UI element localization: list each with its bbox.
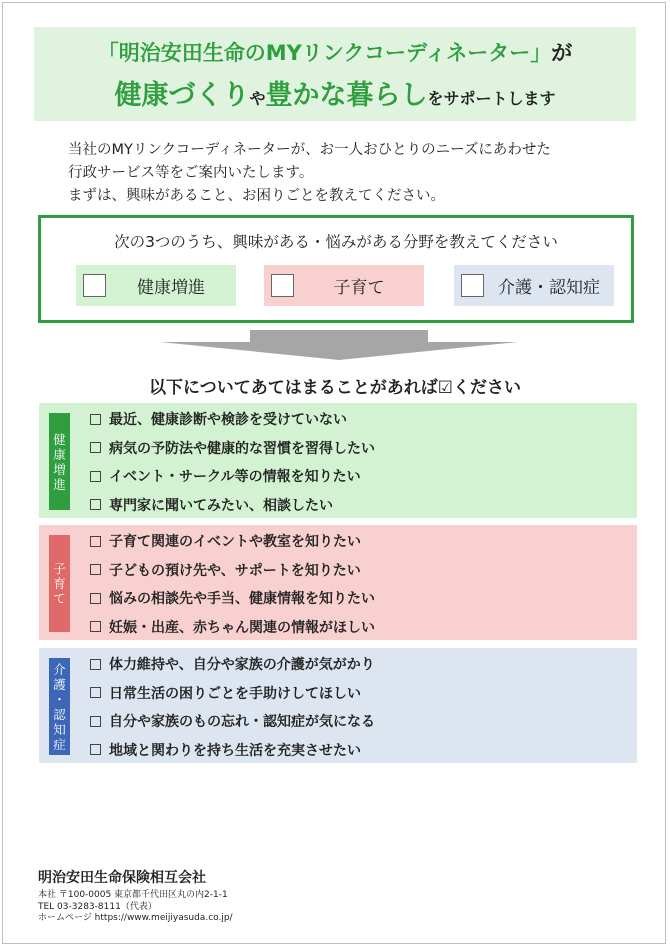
option-label: 子育て <box>333 278 385 298</box>
option-label: 介護・認知症 <box>498 278 600 298</box>
checkbox-icon[interactable] <box>90 536 101 547</box>
headline-health: 健康づくり <box>114 80 250 111</box>
intro-line: 当社のMYリンクコーディネーターが、お一人おひとりのニーズにあわせた <box>68 142 551 158</box>
company-address: 本社 〒100-0005 東京都千代田区丸の内2-1-1 <box>38 890 228 900</box>
option-checkbox[interactable] <box>83 274 106 297</box>
down-arrow-icon <box>160 330 518 360</box>
headline-suffix: が <box>551 41 573 65</box>
headline-line-2 <box>34 73 636 112</box>
footer <box>38 867 233 925</box>
checkbox-icon[interactable] <box>90 593 101 604</box>
checkbox-icon[interactable] <box>90 621 101 632</box>
headline-and: や <box>249 89 266 108</box>
section-childcare <box>39 525 637 640</box>
checkbox-icon[interactable] <box>90 471 101 482</box>
option-nursing-care[interactable] <box>454 265 614 306</box>
section-tag-nursing-care: 介 護 ・ 認 知 症 <box>49 658 70 755</box>
intro-line: まずは、興味があること、お困りごとを教えてください。 <box>68 188 445 204</box>
checkbox-icon[interactable] <box>90 659 101 670</box>
section-tag-childcare: 子 育 て <box>49 535 70 632</box>
option-health[interactable] <box>76 265 236 306</box>
checkbox-icon[interactable] <box>90 442 101 453</box>
checklist-items <box>90 405 627 519</box>
option-checkbox[interactable] <box>271 274 294 297</box>
checklist-item[interactable]: イベント・サークル等の情報を知りたい <box>90 462 627 491</box>
checklist-item[interactable]: 専門家に聞いてみたい、相談したい <box>90 491 627 520</box>
section-tag-health: 健 康 増 進 <box>49 413 70 510</box>
checkbox-icon[interactable] <box>90 499 101 510</box>
company-tel: TEL 03-3283-8111（代表） <box>38 901 157 912</box>
option-checkbox[interactable] <box>461 274 484 297</box>
checklist-item[interactable]: 最近、健康診断や検診を受けていない <box>90 405 627 434</box>
checkbox-icon[interactable] <box>90 744 101 755</box>
checkbox-icon[interactable] <box>90 716 101 727</box>
checklist-item[interactable]: 体力維持や、自分や家族の介護が気がかり <box>90 650 627 679</box>
intro-text <box>68 139 628 208</box>
headline-highlight: 「明治安田生命のMYリンクコーディネーター」 <box>97 41 552 65</box>
checkbox-icon[interactable] <box>90 687 101 698</box>
interest-box <box>38 215 634 323</box>
checklist-items <box>90 650 627 764</box>
checklist-item[interactable]: 子育て関連のイベントや教室を知りたい <box>90 527 627 556</box>
section-nursing-care <box>39 648 637 763</box>
company-homepage[interactable]: ホームページ https://www.meijiyasuda.co.jp/ <box>38 913 233 923</box>
checklist-item[interactable]: 妊娠・出産、赤ちゃん関連の情報がほしい <box>90 613 627 642</box>
company-name: 明治安田生命保険相互会社 <box>38 870 206 886</box>
headline-line-1 <box>34 37 636 67</box>
checklist-item[interactable]: 悩みの相談先や手当、健康情報を知りたい <box>90 584 627 613</box>
checklist-item[interactable]: 子どもの預け先や、サポートを知りたい <box>90 556 627 585</box>
checklist-item[interactable]: 日常生活の困りごとを手助けしてほしい <box>90 679 627 708</box>
option-childcare[interactable] <box>264 265 424 306</box>
checklist-item[interactable]: 自分や家族のもの忘れ・認知症が気になる <box>90 707 627 736</box>
headline-rich-life: 豊かな暮らし <box>265 80 428 111</box>
headline-support: をサポートします <box>427 89 556 108</box>
intro-line: 行政サービス等をご案内いたします。 <box>68 165 314 181</box>
checklist-item[interactable]: 地域と関わりを持ち生活を充実させたい <box>90 736 627 765</box>
checklist-title: 以下についてあてはまることがあれば☑ください <box>149 378 521 398</box>
checkbox-icon[interactable] <box>90 564 101 575</box>
section-health <box>39 403 637 518</box>
option-label: 健康増進 <box>137 278 205 298</box>
checkbox-icon[interactable] <box>90 414 101 425</box>
interest-title: 次の3つのうち、興味がある・悩みがある分野を教えてください <box>114 233 558 251</box>
checklist-item[interactable]: 病気の予防法や健康的な習慣を習得したい <box>90 434 627 463</box>
headline-banner <box>34 27 636 121</box>
checklist-items <box>90 527 627 641</box>
